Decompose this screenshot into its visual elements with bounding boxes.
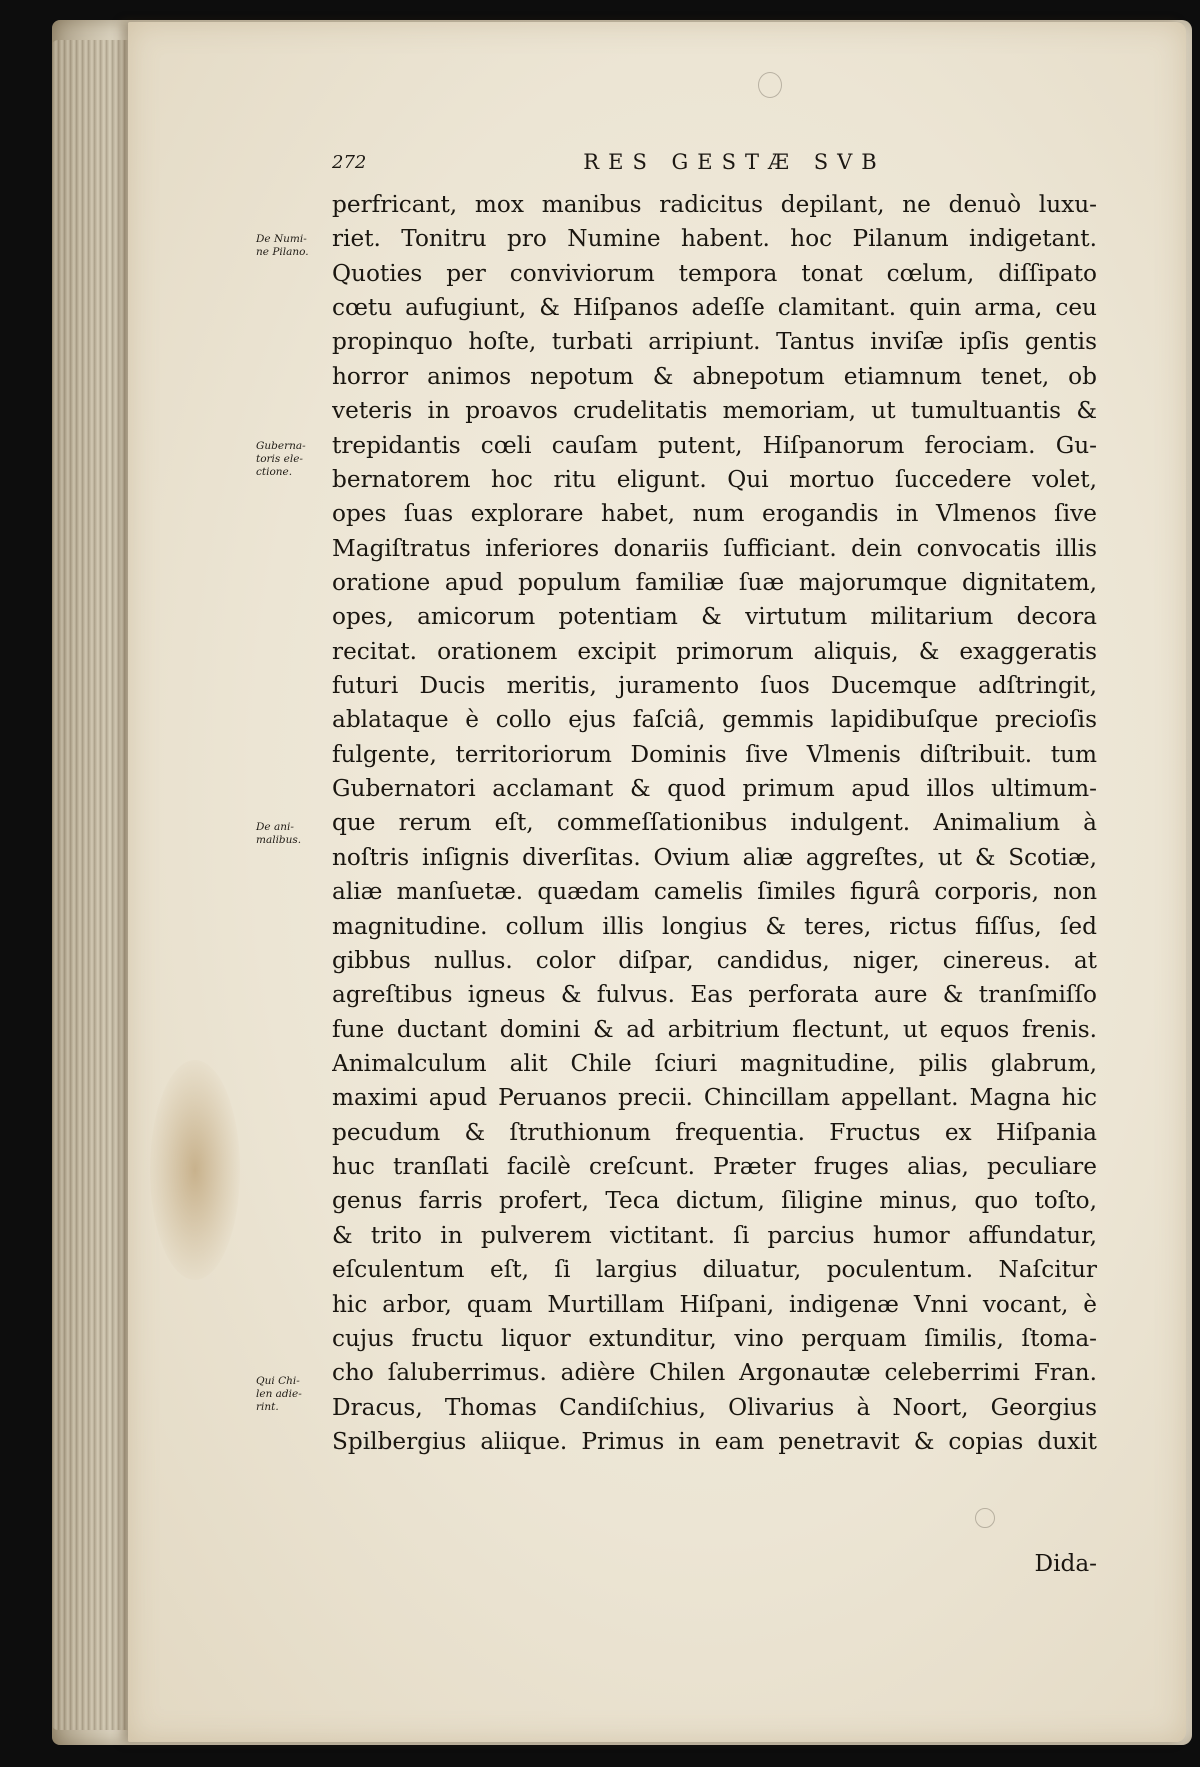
marginal-note-line: Guberna- xyxy=(256,440,306,452)
page-blemish xyxy=(975,1508,995,1528)
text-line: propinquo hoſte, turbati arripiunt. Tantus inviſæ ipſis gentis xyxy=(332,328,1097,356)
text-line: gibbus nullus. color diſpar, candidus, niger, cinereus. at xyxy=(332,946,1097,974)
text-line: opes, amicorum potentiam & virtutum militarium decora xyxy=(332,603,1097,631)
marginal-note-line: ctione. xyxy=(256,466,293,478)
text-line: agreſtibus igneus & fulvus. Eas perforata aure & tranſmiſſo xyxy=(332,981,1097,1009)
text-line: huc tranſlati facilè creſcunt. Præter fruges alias, peculiare xyxy=(332,1153,1097,1181)
marginal-note xyxy=(256,1375,328,1414)
text-line: fune ductant domini & ad arbitrium flectunt, ut equos frenis. xyxy=(332,1015,1097,1043)
running-header xyxy=(332,150,1097,178)
text-line: ablataque è collo ejus faſciâ, gemmis lapidibuſque precioſis xyxy=(332,706,1097,734)
page-edges xyxy=(52,40,132,1730)
water-stain xyxy=(150,1060,240,1280)
marginal-note xyxy=(256,440,328,479)
text-line: eſculentum eſt, ſi largius diluatur, poculentum. Naſcitur xyxy=(332,1256,1097,1284)
text-line: aliæ manſuetæ. quædam camelis ſimiles figurâ corporis, non xyxy=(332,878,1097,906)
text-line: futuri Ducis meritis, juramento ſuos Ducemque adſtringit, xyxy=(332,672,1097,700)
page-blemish xyxy=(758,72,782,98)
marginal-note-line: ne Pilano. xyxy=(256,246,309,258)
body-text xyxy=(332,188,1097,1459)
marginal-note xyxy=(256,233,328,259)
text-line: Gubernatori acclamant & quod primum apud illos ultimum- xyxy=(332,775,1097,803)
text-line: cœtu aufugiunt, & Hiſpanos adeſſe clamitant. quin arma, ceu xyxy=(332,294,1097,322)
catchword: Dida- xyxy=(1034,1550,1097,1577)
text-line: & trito in pulverem victitant. ſi parcius humor affundatur, xyxy=(332,1221,1097,1249)
text-line: cho ſaluberrimus. adière Chilen Argonautæ celeberrimi Fran. xyxy=(332,1359,1097,1387)
marginal-note-line: De Numi- xyxy=(256,233,307,245)
text-line: trepidantis cœli cauſam putent, Hiſpanorum ferociam. Gu- xyxy=(332,431,1097,459)
text-line: noſtris inſignis diverſitas. Ovium aliæ aggreſtes, ut & Scotiæ, xyxy=(332,843,1097,871)
text-line: pecudum & ſtruthionum frequentia. Fructus ex Hiſpania xyxy=(332,1118,1097,1146)
text-line: Spilbergius aliique. Primus in eam penetravit & copias duxit xyxy=(332,1427,1097,1455)
text-line: fulgente, territoriorum Dominis ſive Vlmenis diſtribuit. tum xyxy=(332,740,1097,768)
text-line: oratione apud populum familiæ ſuæ majorumque dignitatem, xyxy=(332,568,1097,596)
marginal-note-line: rint. xyxy=(256,1401,279,1413)
text-line: hic arbor, quam Murtillam Hiſpani, indigenæ Vnni vocant, è xyxy=(332,1290,1097,1318)
text-line: Dracus, Thomas Candiſchius, Olivarius à Noort, Georgius xyxy=(332,1393,1097,1421)
text-line: recitat. orationem excipit primorum aliquis, & exaggeratis xyxy=(332,637,1097,665)
text-line: perfricant, mox manibus radicitus depilant, ne denuò luxu- xyxy=(332,191,1097,218)
marginal-note-line: len adie- xyxy=(256,1388,302,1400)
text-line: horror animos nepotum & abnepotum etiamnum tenet, ob xyxy=(332,362,1097,390)
marginal-note-line: De ani- xyxy=(256,821,294,833)
text-line: Magiſtratus inferiores donariis ſufficiant. dein convocatis illis xyxy=(332,534,1097,562)
text-line: Animalculum alit Chile ſciuri magnitudine, pilis glabrum, xyxy=(332,1049,1097,1077)
marginal-note-line: Qui Chi- xyxy=(256,1375,300,1387)
text-line: Quoties per conviviorum tempora tonat cœlum, diſſipato xyxy=(332,259,1097,287)
text-line: genus farris profert, Teca dictum, ſiligine minus, quo toſto, xyxy=(332,1187,1097,1215)
text-line: bernatorem hoc ritu eligunt. Qui mortuo ſuccedere volet, xyxy=(332,465,1097,493)
page-number: 272 xyxy=(332,152,367,173)
text-line: maximi apud Peruanos precii. Chincillam appellant. Magna hic xyxy=(332,1084,1097,1112)
running-title: RES GESTÆ SVB xyxy=(583,150,886,174)
marginal-note xyxy=(256,821,328,847)
text-line: veteris in proavos crudelitatis memoriam, ut tumultuantis & xyxy=(332,397,1097,425)
text-line: que rerum eſt, commeſſationibus indulgent. Animalium à xyxy=(332,809,1097,837)
text-line: opes ſuas explorare habet, num erogandis in Vlmenos ſive xyxy=(332,500,1097,528)
text-line: magnitudine. collum illis longius & teres, rictus fiſſus, ſed xyxy=(332,912,1097,940)
marginal-note-line: toris ele- xyxy=(256,453,303,465)
marginal-note-line: malibus. xyxy=(256,834,302,846)
text-line: cujus fructu liquor extunditur, vino perquam ſimilis, ſtoma- xyxy=(332,1324,1097,1352)
text-line: riet. Tonitru pro Numine habent. hoc Pilanum indigetant. xyxy=(332,225,1097,253)
